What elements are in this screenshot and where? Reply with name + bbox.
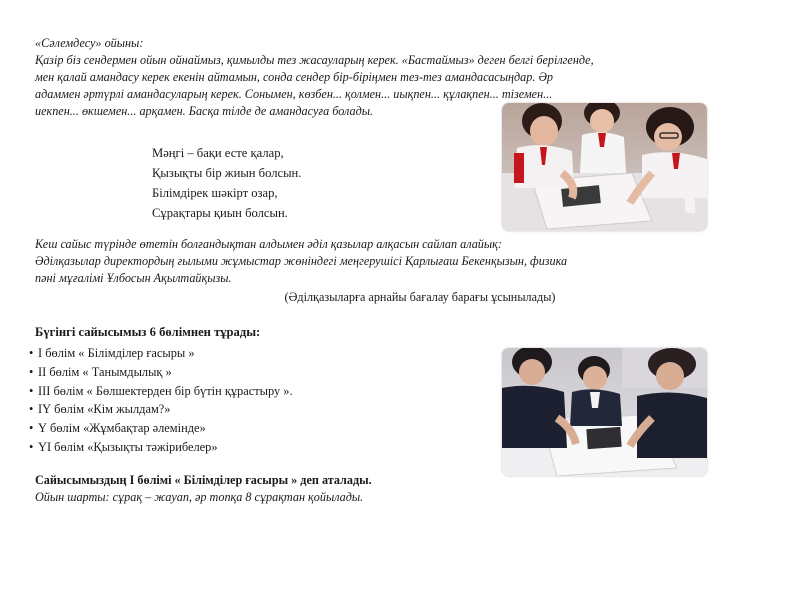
part-one-title: Сайысымыздың І бөлімі « Білімділер ғасыры » деп аталады. [35, 473, 372, 487]
list-item [25, 438, 505, 457]
intro-line-2: мен қалай амандасу керек екенін айтамын, сонда сендер бір-біріңмен тез-тез амандасасыңдар. Әр [35, 70, 554, 84]
contest-structure-section [29, 324, 505, 457]
bullet-icon: • [29, 439, 34, 454]
list-item-text: Ү бөлім «Жұмбақтар әлемінде» [38, 421, 206, 436]
list-item-text: ІҮ бөлім «Кім жылдам?» [38, 402, 171, 417]
list-item-text: І бөлім « Білімділер ғасыры » [38, 346, 195, 360]
poem-line: Мәңгі – бақи есте қалар, [152, 146, 284, 160]
poem-line: Білімдірек шәкірт озар, [152, 186, 278, 200]
poem-stanza [152, 143, 301, 223]
jury-line-3: пәні мұғалімі Ұлбосын Ақылтайқызы. [35, 271, 232, 285]
bullet-icon: • [29, 383, 34, 398]
bullet-icon: • [29, 364, 34, 379]
intro-line-3: адаммен әртүрлі амандасуларың керек. Сонымен, көзбен... қолмен... иықпен... құлақпен... тіземен... [35, 87, 553, 101]
game-title: «Сәлемдесу» ойыны: [35, 36, 144, 50]
list-item [25, 419, 505, 438]
contest-heading: Бүгінгі сайысымыз 6 бөлімнен тұрады: [35, 325, 261, 339]
list-item [25, 400, 505, 419]
bullet-icon: • [29, 402, 34, 417]
intro-line-1: Қазір біз сендермен ойын ойнаймыз, қимылды тез жасауларың керек. «Бастаймыз» деген белгі берілгенде, [35, 53, 594, 67]
jury-section [35, 236, 750, 306]
bullet-icon: • [29, 421, 34, 436]
list-item-text: ҮІ бөлім «Қызықты тәжірибелер» [38, 439, 218, 454]
part-one-rules: Ойын шарты: сұрақ – жауап, әр топқа 8 сұрақтан қойылады. [35, 490, 364, 504]
poem-line: Сұрақтары қиын болсын. [152, 206, 288, 220]
bullet-icon: • [29, 346, 34, 360]
list-item [25, 382, 505, 401]
intro-line-4: иекпен... өкшемен... арқамен. Басқа тілде де амандасуға болады. [35, 104, 374, 118]
part-one-section [35, 472, 555, 506]
list-item-text: ІІІ бөлім « Бөлшектерден бір бүтін құрастыру ». [38, 383, 293, 398]
students-drawing-photo [502, 103, 707, 231]
jury-line-1: Кеш сайыс түрінде өтетін болғандықтан алдымен әділ қазылар алқасын сайлап алайық: [35, 237, 502, 251]
jury-note: (Әділқазыларға арнайы бағалау барағы ұсынылады) [284, 290, 556, 304]
list-item-text: ІІ бөлім « Танымдылық » [38, 364, 172, 379]
poem-line: Қызықты бір жиын болсын. [152, 166, 302, 180]
students-working-photo [502, 348, 707, 476]
list-item [25, 363, 505, 382]
jury-line-2: Әділқазылар директордың ғылыми жұмыстар жөніндегі меңгерушісі Қарлығаш Бекенқызын, физика [35, 254, 568, 268]
contest-parts-list [29, 344, 505, 457]
list-item [25, 344, 505, 363]
